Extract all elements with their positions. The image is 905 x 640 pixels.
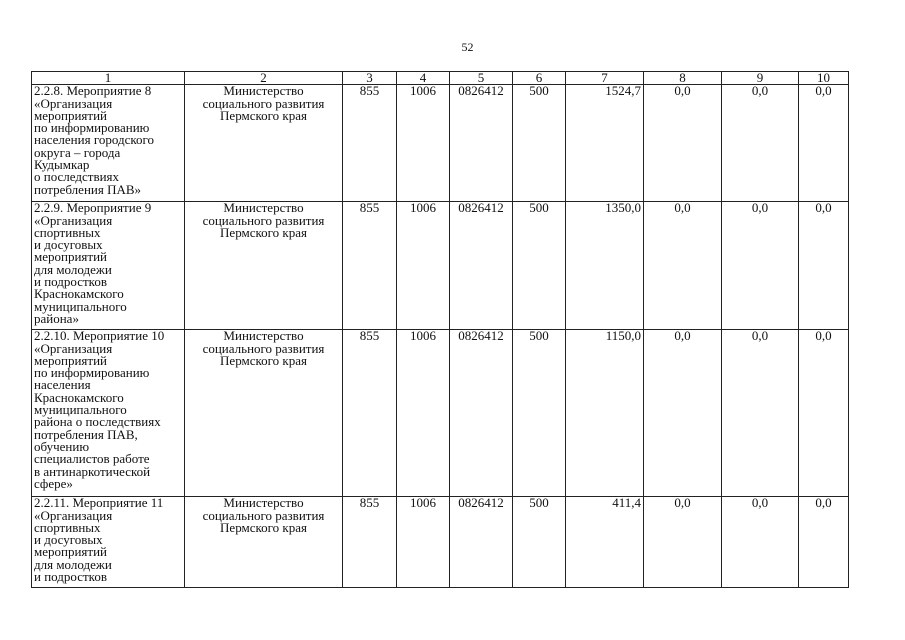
code-cell: 1006 xyxy=(397,497,450,588)
amount-cell: 0,0 xyxy=(799,202,849,330)
amount-cell: 0,0 xyxy=(722,497,799,588)
amount-cell: 0,0 xyxy=(644,202,722,330)
code-cell: 855 xyxy=(343,85,397,202)
table-row xyxy=(32,330,849,497)
code-cell: 500 xyxy=(513,85,566,202)
column-header: 3 xyxy=(343,72,397,85)
organization-cell: Министерство социального развития Пермского края xyxy=(185,202,343,330)
code-cell: 855 xyxy=(343,497,397,588)
column-header: 8 xyxy=(644,72,722,85)
organization-cell: Министерство социального развития Пермского края xyxy=(185,85,343,202)
column-header: 4 xyxy=(397,72,450,85)
column-header: 1 xyxy=(32,72,185,85)
column-header: 5 xyxy=(450,72,513,85)
page-number: 52 xyxy=(461,40,474,54)
organization-cell: Министерство социального развития Пермского края xyxy=(185,497,343,588)
table-row xyxy=(32,202,849,330)
amount-cell: 0,0 xyxy=(799,497,849,588)
amount-cell: 0,0 xyxy=(644,497,722,588)
amount-cell: 0,0 xyxy=(722,85,799,202)
code-cell: 0826412 xyxy=(450,497,513,588)
activity-name-cell: 2.2.9. Мероприятие 9 «Организация спортивных и досуговых мероприятий для молодежи и подростков Краснокамского муниципального района» xyxy=(32,202,185,330)
table-row xyxy=(32,497,849,588)
code-cell: 500 xyxy=(513,330,566,497)
code-cell: 1006 xyxy=(397,202,450,330)
organization-cell: Министерство социального развития Пермского края xyxy=(185,330,343,497)
table-row xyxy=(32,85,849,202)
column-header: 9 xyxy=(722,72,799,85)
code-cell: 0826412 xyxy=(450,85,513,202)
amount-cell: 0,0 xyxy=(644,85,722,202)
header-row xyxy=(32,72,849,85)
code-cell: 1006 xyxy=(397,85,450,202)
amount-cell: 0,0 xyxy=(722,202,799,330)
activity-name-cell: 2.2.11. Мероприятие 11 «Организация спортивных и досуговых мероприятий для молодежи и подростков xyxy=(32,497,185,588)
budget-table xyxy=(31,71,849,588)
code-cell: 0826412 xyxy=(450,330,513,497)
column-header: 10 xyxy=(799,72,849,85)
code-cell: 500 xyxy=(513,202,566,330)
code-cell: 500 xyxy=(513,497,566,588)
amount-cell: 0,0 xyxy=(799,330,849,497)
amount-cell: 0,0 xyxy=(799,85,849,202)
activity-name-cell: 2.2.8. Мероприятие 8 «Организация мероприятий по информированию населения городского округа – города Кудымкар о последствиях потребления ПАВ» xyxy=(32,85,185,202)
code-cell: 0826412 xyxy=(450,202,513,330)
amount-cell: 0,0 xyxy=(644,330,722,497)
amount-cell: 411,4 xyxy=(566,497,644,588)
amount-cell: 1524,7 xyxy=(566,85,644,202)
column-header: 6 xyxy=(513,72,566,85)
activity-name-cell: 2.2.10. Мероприятие 10 «Организация мероприятий по информированию населения Краснокамского муниципального района о последствиях потребления ПАВ, обучению специалистов работе в антинаркотической сфере» xyxy=(32,330,185,497)
column-header: 2 xyxy=(185,72,343,85)
column-header: 7 xyxy=(566,72,644,85)
code-cell: 1006 xyxy=(397,330,450,497)
amount-cell: 0,0 xyxy=(722,330,799,497)
amount-cell: 1150,0 xyxy=(566,330,644,497)
code-cell: 855 xyxy=(343,330,397,497)
amount-cell: 1350,0 xyxy=(566,202,644,330)
code-cell: 855 xyxy=(343,202,397,330)
